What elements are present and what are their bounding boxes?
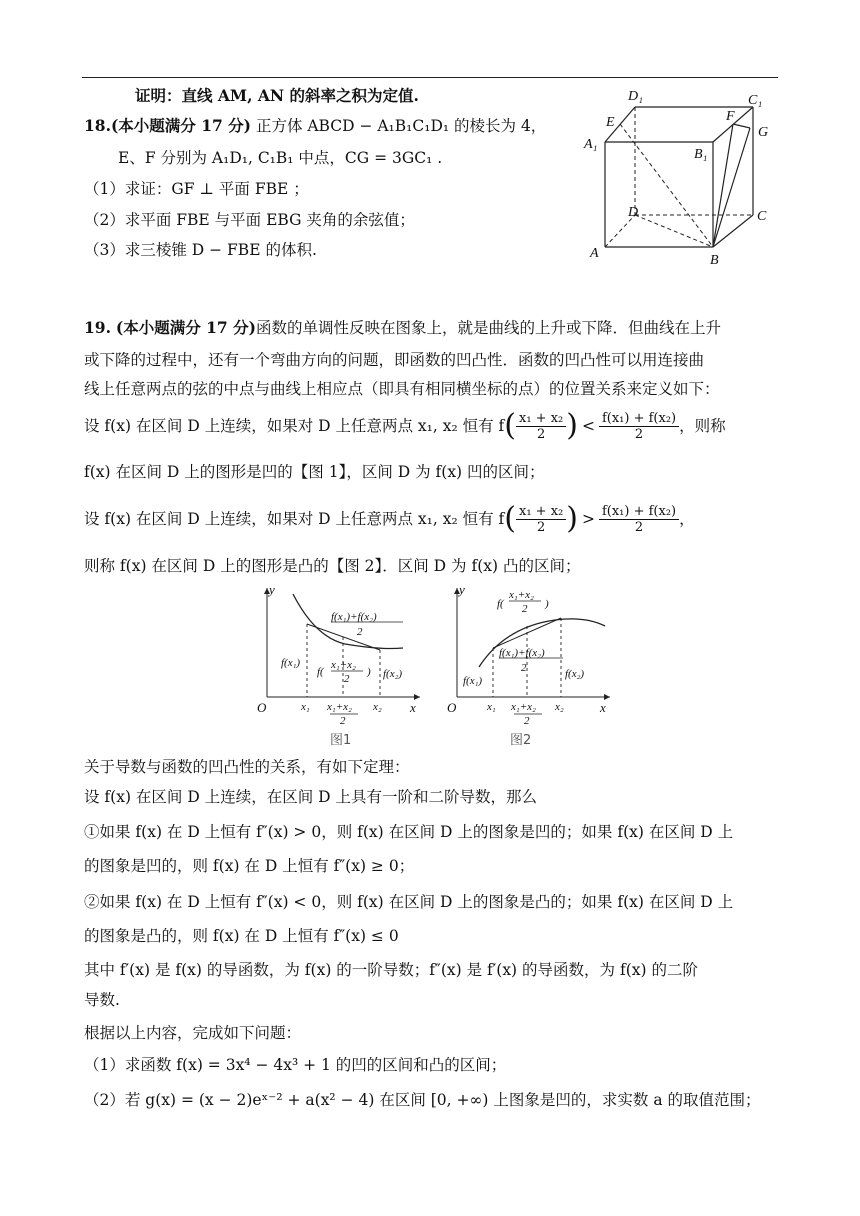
cube-label-g: G xyxy=(758,125,769,140)
q17-tail: 证明：直线 AM, AN 的斜率之积为定值. xyxy=(135,86,419,105)
fig1-f-open: f( xyxy=(317,666,324,678)
fig1-x: x xyxy=(410,700,416,715)
cube-label-e: E xyxy=(606,115,615,130)
q19-l1: 函数的单调性反映在图象上，就是曲线的上升或下降．但曲线在上升 xyxy=(255,319,721,337)
q19-line6: 设 f(x) 在区间 D 上连续，如果对 D 上任意两点 x₁, x₂ 恒有 f ( $\frac{\text{x₁ + x₂}}{2}$ ) > $\frac{\text{f(x₁) + f(x₂)}}{2}$ ， xyxy=(84,501,695,536)
fig2-x2: x₂ xyxy=(555,701,564,713)
q18-score: (本小题满分 17 分) xyxy=(110,116,251,135)
q19-line5: f(x) 在区间 D 上的图形是凹的【图 1】，区间 D 为 f(x) 凹的区间； xyxy=(84,463,545,481)
cube-label-b1: B₁ xyxy=(694,147,708,162)
q19-l4-text: 设 f(x) 在区间 D 上连续，如果对 D 上任意两点 x₁, x₂ 恒有 f xyxy=(84,417,505,435)
fig1-origin: O xyxy=(257,700,267,715)
q19-line11: 的图象是凹的，则 f(x) 在 D 上恒有 f″(x) ≥ 0； xyxy=(84,857,415,875)
greater-than: > xyxy=(581,510,595,528)
cube-label-c1: C₁ xyxy=(748,93,763,108)
q18-number: 18. xyxy=(84,116,111,135)
q19-line4: 设 f(x) 在区间 D 上连续，如果对 D 上任意两点 x₁, x₂ 恒有 f ( $\frac{\text{x₁ + x₂}}{2}$ ) < $\frac{\text{f(x₁) + f(x₂)}}{2}$ ，则称 xyxy=(84,408,726,443)
frac-f-1: $\frac{\text{f(x₁) + f(x₂)}}{2}$ xyxy=(599,411,679,442)
q19-part2: （2）若 g(x) = (x − 2)eˣ⁻² + a(x² − 4) 在区间 [0, +∞) 上图象是凹的，求实数 a 的取值范围； xyxy=(84,1091,761,1109)
cube-label-a1: A₁ xyxy=(584,137,598,152)
fig2-chord-den: 2 xyxy=(521,662,527,674)
fig2-fx2: f(x₂) xyxy=(565,668,585,680)
fig2-mid-den: 2 xyxy=(524,715,530,727)
fig1-y: y xyxy=(269,582,275,597)
fig1-chord-num: f(x₁)+f(x₂) xyxy=(331,611,377,623)
q19-l6-text: 设 f(x) 在区间 D 上连续，如果对 D 上任意两点 x₁, x₂ 恒有 f xyxy=(84,510,505,528)
fig2-x1: x₁ xyxy=(487,701,496,713)
fig2-curve-num: x₁+x₂ xyxy=(509,589,534,601)
q18-line2: E、F 分别为 A₁D₁, C₁B₁ 中点，CG = 3GC₁ . xyxy=(118,149,443,167)
q19-line8: 关于导数与函数的凹凸性的关系，有如下定理： xyxy=(84,758,410,776)
figure-1-concave xyxy=(255,582,430,747)
q19-line3: 线上任意两点的弦的中点与曲线上相应点（即具有相同横坐标的点）的位置关系来定义如下： xyxy=(84,380,720,398)
fig1-curve-den: 2 xyxy=(344,673,350,685)
q19-line10: ①如果 f(x) 在 D 上恒有 f″(x) > 0，则 f(x) 在区间 D 上的图象是凹的；如果 f(x) 在区间 D 上 xyxy=(84,823,734,841)
q19-line15: 导数. xyxy=(84,991,120,1009)
q19-l4-tail: ，则称 xyxy=(679,417,726,435)
fig2-fx1: f(x₁) xyxy=(463,675,483,687)
cube-label-c: C xyxy=(757,209,767,224)
fig1-x2: x₂ xyxy=(373,701,382,713)
q19-line9: 设 f(x) 在区间 D 上连续，在区间 D 上具有一阶和二阶导数，那么 xyxy=(84,788,537,806)
q18-part1: （1）求证：GF ⊥ 平面 FBE ； xyxy=(84,180,309,198)
q19-line13: 的图象是凸的，则 f(x) 在 D 上恒有 f″(x) ≤ 0 xyxy=(84,927,399,945)
fig2-caption: 图2 xyxy=(510,733,532,747)
q19-line12: ②如果 f(x) 在 D 上恒有 f″(x) < 0，则 f(x) 在区间 D 上的图象是凸的；如果 f(x) 在区间 D 上 xyxy=(84,893,734,911)
q18-heading xyxy=(84,116,546,136)
fig2-x: x xyxy=(600,700,606,715)
q19-number: 19. xyxy=(84,318,111,337)
fig1-x1: x₁ xyxy=(301,701,310,713)
cube-label-b: B xyxy=(710,253,719,267)
fig1-mid-num: x₁+x₂ xyxy=(327,701,352,713)
q19-score: (本小题满分 17 分) xyxy=(115,318,256,337)
figure-2-convex xyxy=(445,582,620,747)
fig2-curve-den: 2 xyxy=(522,603,528,615)
fig2-origin: O xyxy=(447,700,457,715)
q19-line16: 根据以上内容，完成如下问题： xyxy=(84,1024,302,1042)
fig2-f-close: ) xyxy=(545,598,549,610)
header-rule xyxy=(82,77,778,78)
frac-avg-1: $\frac{\text{x₁ + x₂}}{2}$ xyxy=(516,411,566,442)
frac-avg-2: $\frac{\text{x₁ + x₂}}{2}$ xyxy=(516,504,566,535)
q19-line14: 其中 f′(x) 是 f(x) 的导函数，为 f(x) 的一阶导数；f″(x) 是 f′(x) 的导函数，为 f(x) 的二阶 xyxy=(84,961,698,979)
fig1-mid-den: 2 xyxy=(340,715,346,727)
fig1-curve-num: x₁+x₂ xyxy=(331,659,356,671)
q18-part2: （2）求平面 FBE 与平面 EBG 夹角的余弦值； xyxy=(84,211,415,229)
fig1-chord-den: 2 xyxy=(357,626,363,638)
cube-label-f: F xyxy=(726,109,735,124)
fig1-fx1: f(x₁) xyxy=(281,657,301,669)
fig2-chord-num: f(x₁)+f(x₂) xyxy=(499,647,545,659)
cube-label-d: D xyxy=(628,205,639,220)
q19-line1 xyxy=(84,318,721,338)
fig1-f-close: ) xyxy=(367,666,371,678)
frac-f-2: $\frac{\text{f(x₁) + f(x₂)}}{2}$ xyxy=(599,504,679,535)
fig2-mid-num: x₁+x₂ xyxy=(511,701,536,713)
q19-l6-tail: ， xyxy=(679,510,695,528)
cube-label-d1: D₁ xyxy=(628,89,643,104)
less-than: < xyxy=(581,417,595,435)
q19-line2: 或下降的过程中，还有一个弯曲方向的问题，即函数的凹凸性．函数的凹凸性可以用连接曲 xyxy=(84,351,705,369)
fig2-y: y xyxy=(459,582,465,597)
q19-line7: 则称 f(x) 在区间 D 上的图形是凸的【图 2】．区间 D 为 f(x) 凸的区间； xyxy=(84,557,581,575)
cube-figure xyxy=(580,82,780,267)
fig1-fx2: f(x₂) xyxy=(383,668,403,680)
fig2-f-open: f( xyxy=(497,598,504,610)
fig1-caption: 图1 xyxy=(330,733,352,747)
q18-part3: （3）求三棱锥 D − FBE 的体积. xyxy=(84,241,317,259)
cube-label-a: A xyxy=(590,246,599,261)
q19-part1: （1）求函数 f(x) = 3x⁴ − 4x³ + 1 的凹的区间和凸的区间； xyxy=(84,1056,507,1074)
q18-stem: 正方体 ABCD − A₁B₁C₁D₁ 的棱长为 4， xyxy=(255,117,547,135)
